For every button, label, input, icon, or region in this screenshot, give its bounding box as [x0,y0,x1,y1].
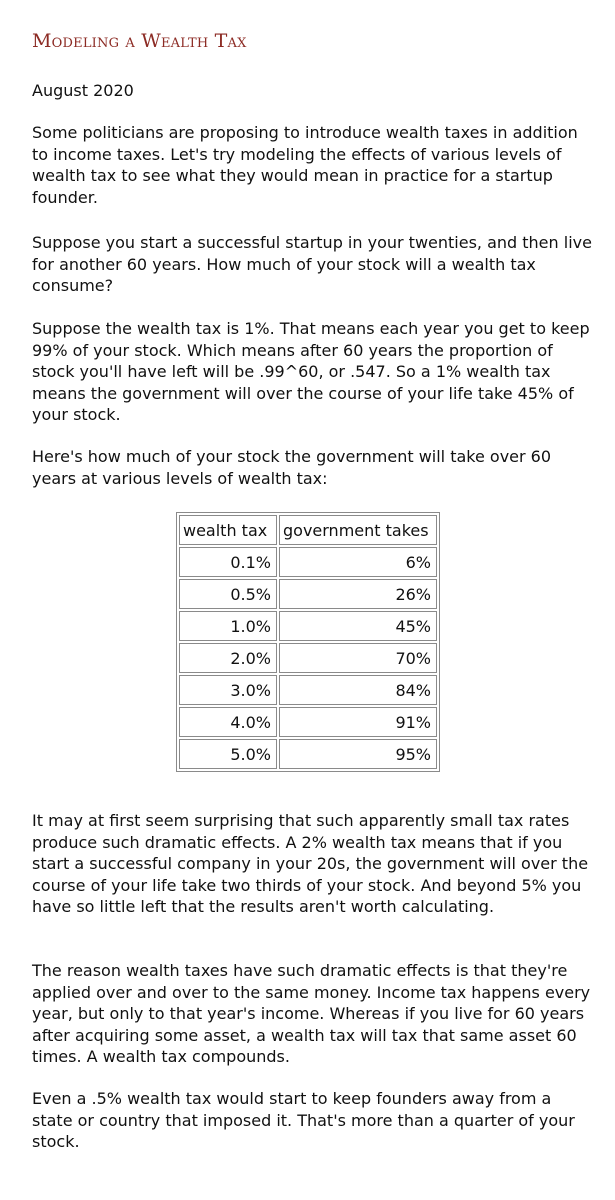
paragraph-5: It may at first seem surprising that such apparently small tax rates produce such dramatic effects. A 2% wealth tax means that if you start a successful company in your 20s, the government will over the course of your life take two thirds of your stock. And beyond 5% you have so little left that the results aren't worth calculating. [32,811,589,916]
tax-rate-cell: 5.0% [179,739,277,769]
header-wealth-tax: wealth tax [179,515,277,545]
government-takes-cell: 6% [279,547,437,577]
government-takes-cell: 95% [279,739,437,769]
tax-rate-cell: 1.0% [179,611,277,641]
government-takes-cell: 91% [279,707,437,737]
table-row [179,579,437,609]
table-row [179,643,437,673]
tax-rate-cell: 2.0% [179,643,277,673]
publish-date: August 2020 [32,81,134,100]
government-takes-cell: 84% [279,675,437,705]
paragraph-6: The reason wealth taxes have such dramatic effects is that they're applied over and over to the same money. Income tax happens every year, but only to that year's income. Whereas if you live for 60 years after acquiring some asset, a wealth tax will tax that same asset 60 times. A wealth tax compounds. [32,961,591,1066]
tax-rate-cell: 3.0% [179,675,277,705]
tax-rate-cell: 0.1% [179,547,277,577]
table-row [179,611,437,641]
wealth-tax-table [176,512,440,772]
government-takes-cell: 45% [279,611,437,641]
table-row [179,707,437,737]
government-takes-cell: 70% [279,643,437,673]
government-takes-cell: 26% [279,579,437,609]
paragraph-1: Some politicians are proposing to introduce wealth taxes in addition to income taxes. Let's try modeling the effects of various levels of wealth tax to see what they would mean in practice for a startup founder. [32,123,578,207]
table-row [179,739,437,769]
paragraph-2: Suppose you start a successful startup in your twenties, and then live for another 60 years. How much of your stock will a wealth tax consume? [32,233,592,295]
header-government-takes: government takes [279,515,437,545]
table-row [179,547,437,577]
table-row [179,675,437,705]
page-title: Modeling a Wealth Tax [32,30,247,52]
tax-rate-cell: 0.5% [179,579,277,609]
paragraph-4: Here's how much of your stock the government will take over 60 years at various levels of wealth tax: [32,447,552,488]
paragraph-7: Even a .5% wealth tax would start to keep founders away from a state or country that imposed it. That's more than a quarter of your stock. [32,1089,575,1151]
paragraph-3: Suppose the wealth tax is 1%. That means each year you get to keep 99% of your stock. Which means after 60 years the proportion of stock you'll have left will be .99^60, or .547. So a 1% wealth tax means the government will over the course of your life take 45% of your stock. [32,319,590,424]
table-header-row [179,515,437,545]
tax-rate-cell: 4.0% [179,707,277,737]
